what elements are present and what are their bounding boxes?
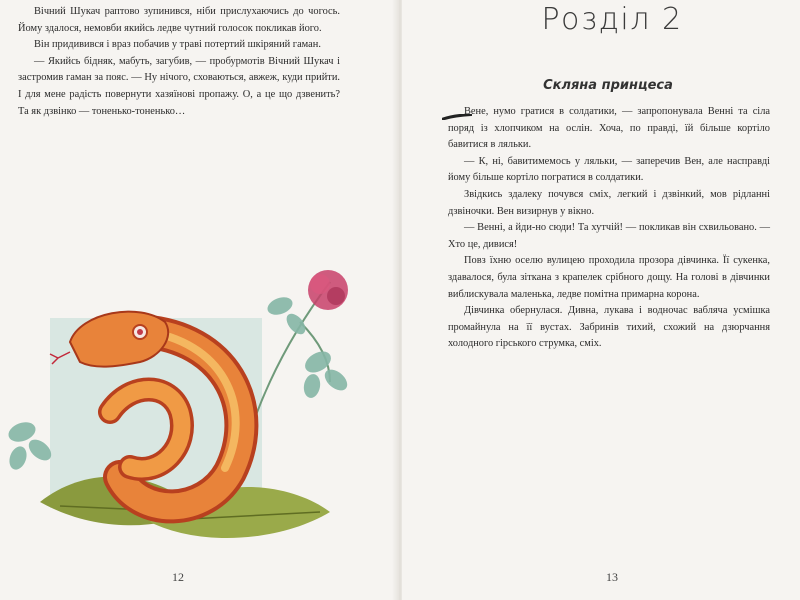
left-page-text [18,4,340,120]
clover-leaf-icon [265,294,351,399]
page-number: 13 [606,570,618,584]
chapter-title: Розділ 2 [541,2,683,37]
paragraph: Вене, нумо гратися в солдатики, — запропонувала Венні та сіла поряд із хлопчиком на ослін. Хоча, по правді, їй більше кортіло бавитися в ляльки. [448,106,770,151]
paragraph: Він придивився і враз побачив у траві потертий шкіряний гаман. [34,39,321,51]
snake-illustration [0,262,360,562]
clover-leaf-icon [6,419,55,472]
paragraph: Дівчинка обернулася. Дивна, лукава і водночас вабляча усмішка промайнула на її вустах. Забринів тихий, схожий на дзюрчання холодного гірського струмка, сміх. [448,305,770,350]
chapter-subtitle: Скляна принцеса [543,78,673,93]
paragraph: — К, ні, бавитимемось у ляльки, — заперечив Вен, але насправді йому більше кортіло погратися в солдатики. [448,155,770,184]
left-page [0,0,398,600]
paragraph: Звідкись здалеку почувся сміх, легкий і дзвінкий, мов рідланні дзвіночки. Вен визирнув у вікно. [448,188,770,217]
paragraph: — Якийсь бідняк, мабуть, загубив, — пробурмотів Вічний Шукач і застромив гаман за пояс. — Ну нічого, сховаються, авжеж, куди прийти. І для мене радість повернути хазяїнові пропажу. О, а це що дзвенить? Та як дзвінко — тоненько-тоненько… [18,55,340,117]
clover-flower-icon [308,270,348,310]
paragraph: Вічний Шукач раптово зупинився, ніби прислухаючись до чогось. Йому здалося, немовби якийсь ледве чутний голосок покликав його. [18,6,340,34]
right-page [402,0,800,600]
right-page-text [448,104,770,353]
paragraph: — Венні, а йди-но сюди! Та хутчій! — покликав він схвильовано. — Хто це, дивися! [448,222,770,250]
paragraph: Повз їхню оселю вулицею проходила прозора дівчинка. Її сукенка, здавалося, була зіткана з крапелек срібного дощу. На голові в дівчинки виблискувала маленька, ледве помітна примарна корона. [448,255,770,300]
page-number: 12 [172,570,184,584]
